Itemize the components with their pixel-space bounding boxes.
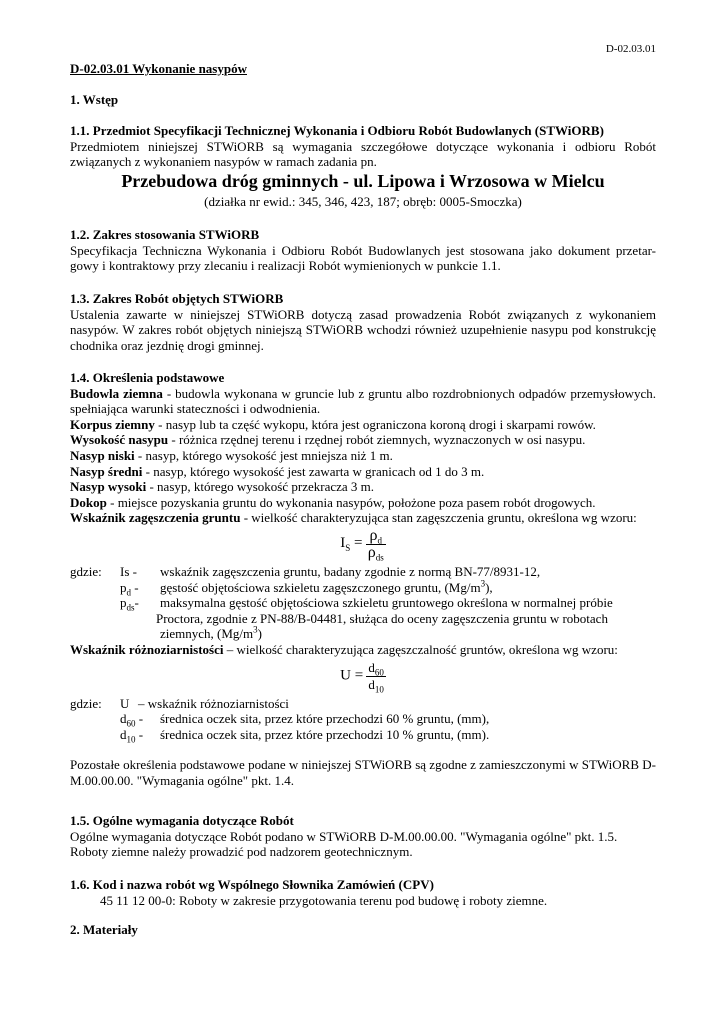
heading-1-1: 1.1. Przedmiot Specyfikacji Technicznej Wykonania i Odbioru Robót Budowlanych (STWiORB) bbox=[70, 123, 604, 138]
legend-row: gdzie: U – wskaźnik różnoziarnistości bbox=[70, 695, 289, 711]
paragraph-1-2: Specyfikacja Techniczna Wykonania i Odbioru Robót Budowlanych jest stosowana jako dokument przetar-gowy i kontraktowy przy zlecaniu i realizacji Robót wymienionych w punkcie 1.1. bbox=[70, 242, 656, 274]
legend-row: $p_{ds}-$ maksymalna gęstość objętościowa szkieletu gruntowego określona w normalnej próbie bbox=[120, 595, 613, 613]
definition: Wskaźnik różnoziarnistości – wielkość charakteryzująca zagęszczalność gruntów, określona wg wzoru: bbox=[70, 641, 618, 657]
legend-row: $d_{10}$ - średnica oczek sita, przez które przechodzi 10 % gruntu, (mm). bbox=[120, 726, 490, 745]
definition: Nasyp wysoki - nasyp, którego wysokość przekracza 3 m. bbox=[70, 479, 375, 495]
definition: Dokop - miejsce pozyskania gruntu do wykonania nasypów, położone poza pasem robót drogowych. bbox=[70, 494, 596, 510]
definition: Nasyp średni - nasyp, którego wysokość jest zawarta w granicach od 1 do 3 m. bbox=[70, 463, 485, 479]
section-1 bbox=[70, 92, 656, 108]
definition: Budowla ziemna - budowla wykonana w gruncie lub z gruntu albo rozdrobnionych odpadów przemysłowych. spełniająca warunki stateczności i odwodnienia. bbox=[70, 385, 656, 417]
section-2 bbox=[70, 922, 656, 938]
plot-info: (działka nr ewid.: 345, 346, 423, 187; obręb: 0005-Smoczka) bbox=[204, 193, 522, 209]
heading-1: 1. Wstęp bbox=[70, 92, 119, 107]
formula-compaction: $I_S$ = $\frac{\rho_d}{\rho_{ds}}$ bbox=[340, 526, 384, 563]
paragraph-other-definitions: Pozostałe określenia podstawowe podane w niniejszej STWiORB są zgodne z zamieszczonymi w STWiORB D-M.00.00.00. "Wymagania ogólne" pkt. 1.4. bbox=[70, 757, 656, 788]
section-1-5 bbox=[70, 813, 656, 860]
heading-1-3: 1.3. Zakres Robót objętych STWiORB bbox=[70, 291, 284, 306]
section-1-3 bbox=[70, 291, 656, 353]
definition: Wysokość nasypu - różnica rzędnej terenu i rzędnej robót ziemnych, wyznaczonych w osi nasypu. bbox=[70, 432, 586, 448]
header-code: D-02.03.01 bbox=[605, 43, 656, 55]
cpv-code: 45 11 12 00-0: Roboty w zakresie przygotowania terenu pod budowę i roboty ziemne. bbox=[100, 892, 548, 908]
paragraph-1-5-line2: Roboty ziemne należy prowadzić pod nadzorem geotechnicznym. bbox=[70, 844, 413, 860]
paragraph-1-5-line1: Ogólne wymagania dotyczące Robót podano w STWiORB D-M.00.00.00. "Wymagania ogólne" pkt. 1.5. bbox=[70, 828, 618, 844]
section-1-6 bbox=[70, 877, 656, 908]
heading-1-2: 1.2. Zakres stosowania STWiORB bbox=[70, 227, 260, 242]
definition: Wskaźnik zagęszczenia gruntu - wielkość charakteryzująca stan zagęszczenia gruntu, określona wg wzoru: bbox=[70, 510, 637, 526]
heading-2: 2. Materiały bbox=[70, 922, 138, 937]
legend-continuation: Proctora, zgodnie z PN-88/B-04481, służąca do oceny zagęszczenia gruntu w robotach bbox=[156, 610, 608, 626]
project-title: Przebudowa dróg gminnych - ul. Lipowa i Wrzosowa w Mielcu bbox=[121, 170, 605, 191]
legend-row: $d_{60}$ - średnica oczek sita, przez które przechodzi 60 % gruntu, (mm), bbox=[120, 711, 490, 729]
legend-row: gdzie: Is - wskaźnik zagęszczenia gruntu, badany zgodnie z normą BN-77/8931-12, bbox=[70, 563, 541, 579]
section-1-4 bbox=[70, 370, 656, 788]
legend-row: $p_d$ - gęstość objętościowa szkieletu zagęszczonego gruntu, $(Mg/m^3)$, bbox=[120, 578, 493, 598]
heading-1-5: 1.5. Ogólne wymagania dotyczące Robót bbox=[70, 813, 294, 828]
section-1-2 bbox=[70, 227, 656, 274]
heading-1-4: 1.4. Określenia podstawowe bbox=[70, 370, 225, 385]
paragraph-1-1: Przedmiotem niniejszej STWiORB są wymagania szczegółowe dotyczące wykonania i odbioru Robót związanych z wykonaniem nasypów w ramach zadania pn. bbox=[70, 138, 656, 170]
legend-continuation: ziemnych, $(Mg/m^3)$ bbox=[160, 624, 262, 642]
paragraph-1-3: Ustalenia zawarte w niniejszej STWiORB dotyczą zasad prowadzenia Robót związanych z wykonaniem nasypów. W zakres robót objętych niniejszą STWiORB wchodzi również uzupełnienie nasypu pod konstrukcję chodnika oraz jezdnię drogi gminnej. bbox=[70, 306, 656, 353]
document-title: D-02.03.01 Wykonanie nasypów bbox=[70, 61, 247, 76]
definition: Korpus ziemny - nasyp lub ta część wykopu, która jest ograniczona koroną drogi i skarpami rowów. bbox=[70, 416, 596, 432]
formula-uniformity: U = $\frac{d_{60}}{d_{10}}$ bbox=[340, 659, 384, 695]
heading-1-6: 1.6. Kod i nazwa robót wg Wspólnego Słownika Zamówień (CPV) bbox=[70, 877, 434, 892]
definition: Nasyp niski - nasyp, którego wysokość jest mniejsza niż 1 m. bbox=[70, 447, 393, 463]
section-1-1 bbox=[70, 123, 656, 209]
